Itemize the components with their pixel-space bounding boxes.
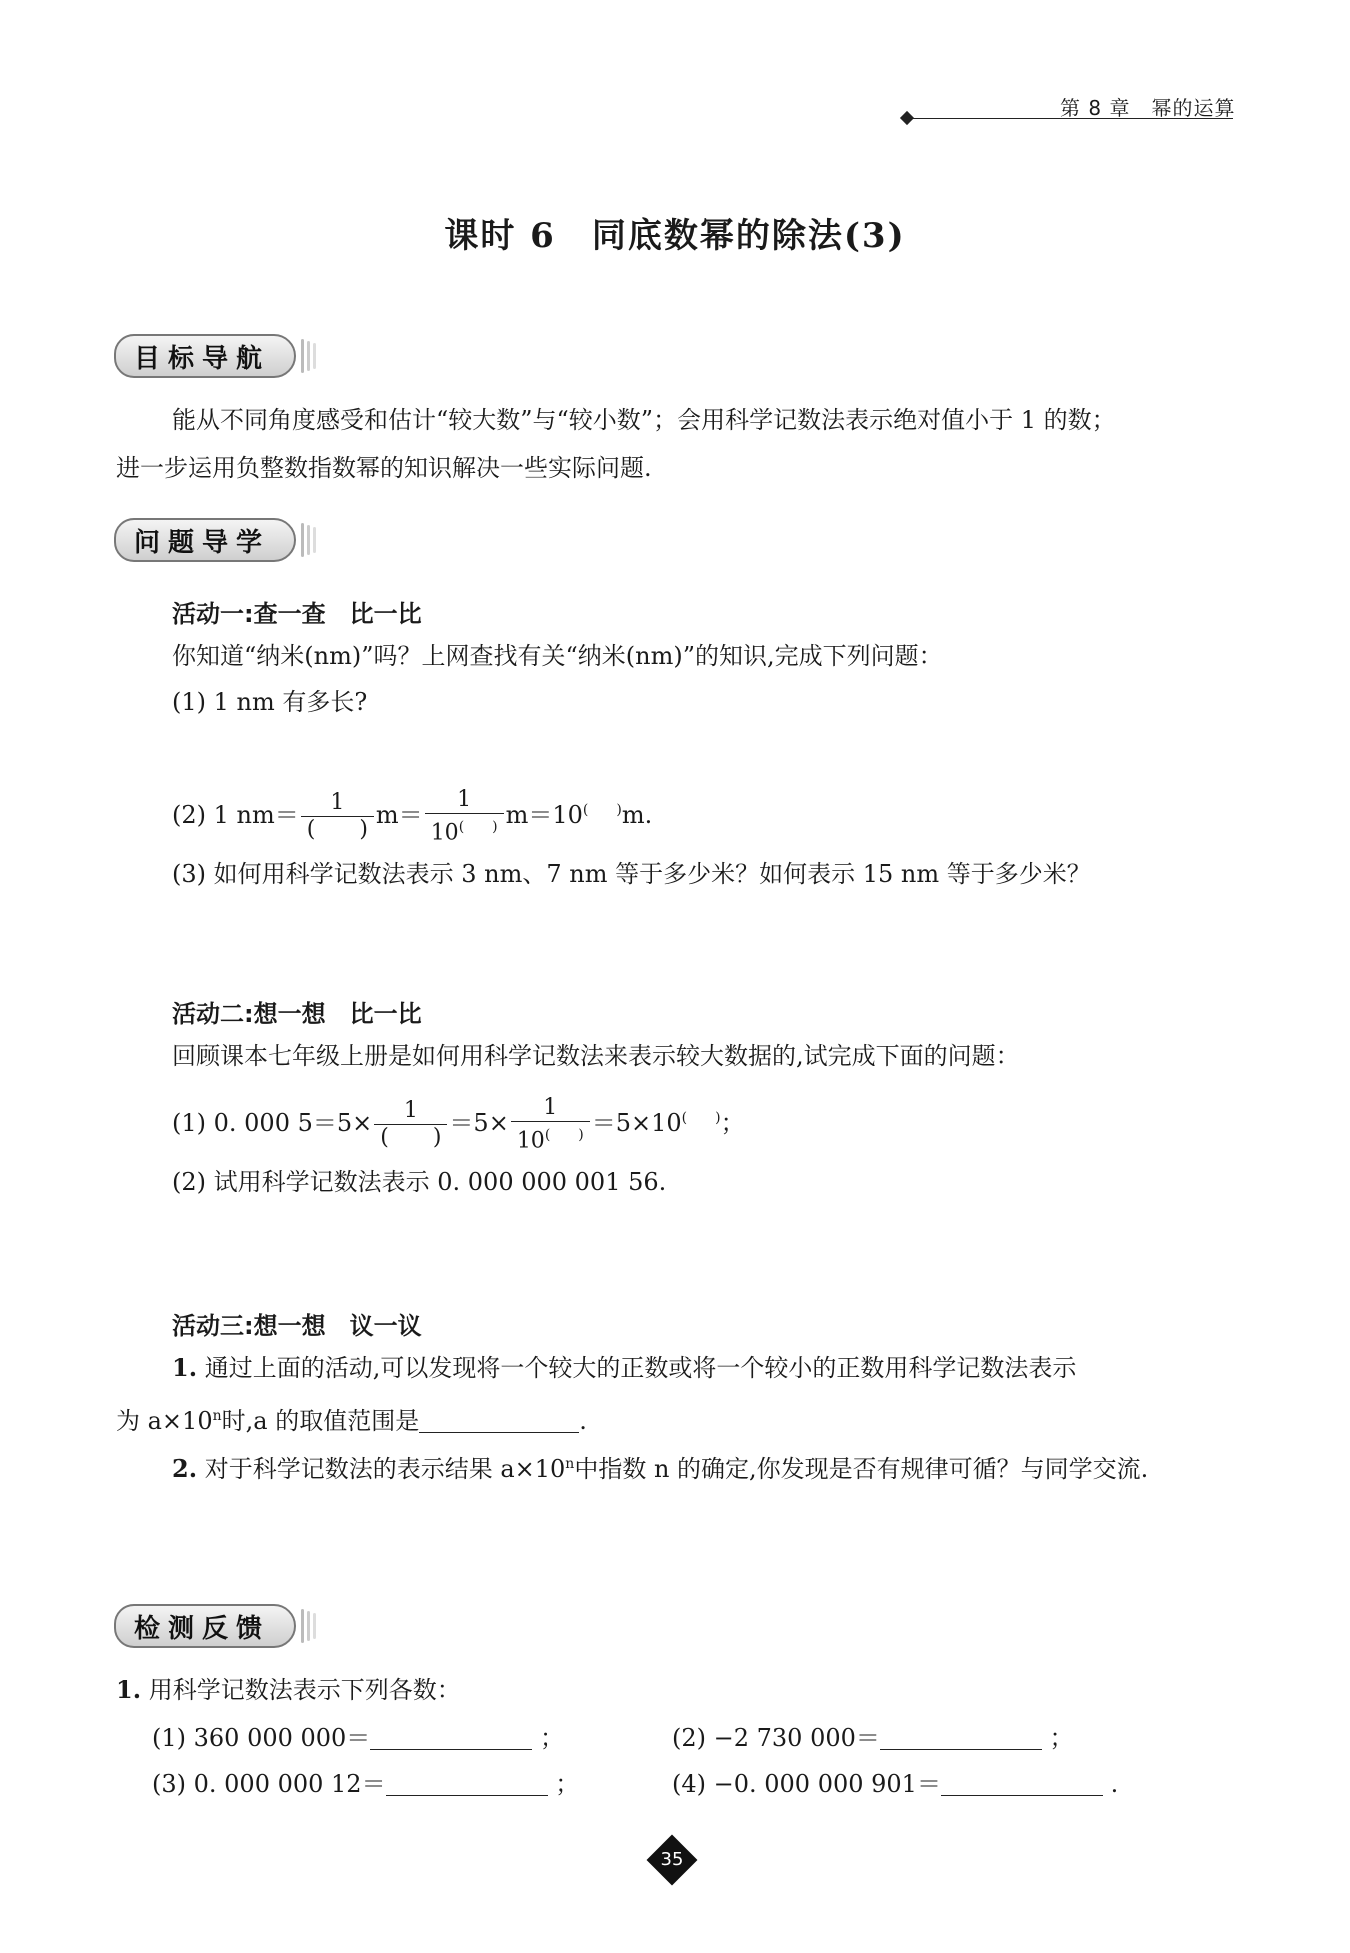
answer-blank[interactable] bbox=[386, 1773, 548, 1796]
activity-1-intro: 你知道“纳米(nm)”吗？上网查找有关“纳米(nm)”的知识,完成下列问题： bbox=[172, 642, 943, 670]
section-banner-goals bbox=[114, 334, 316, 378]
activity-3-point-1-line-2: 为 $a\times 10^n$时,a 的取值范围是 . bbox=[116, 1407, 587, 1435]
answer-blank[interactable] bbox=[419, 1410, 579, 1433]
feedback-item-4: (4) −0. 000 000 901＝ . bbox=[672, 1770, 1119, 1798]
point-number: 2. bbox=[172, 1454, 198, 1483]
fraction-denominator: ( ) bbox=[374, 1124, 447, 1151]
a2q1-tail: ； bbox=[720, 1109, 745, 1137]
question-number: 1. bbox=[116, 1675, 142, 1704]
fraction-numerator: 1 bbox=[330, 790, 345, 815]
banner-trail-decoration bbox=[298, 1609, 316, 1643]
fraction-1 bbox=[301, 790, 374, 843]
banner-trail-decoration bbox=[298, 339, 316, 373]
activity-1-q1: (1) 1 nm 有多长? bbox=[172, 688, 368, 716]
banner-label: 检测反馈 bbox=[114, 1604, 296, 1648]
fraction-denominator: 10( ) bbox=[511, 1121, 590, 1154]
feedback-item-2: (2) −2 730 000＝ ； bbox=[672, 1724, 1074, 1752]
q2-m1: m＝ bbox=[375, 801, 423, 829]
header-rule bbox=[908, 118, 1233, 119]
activity-3-point-1-line-1: 1. 通过上面的活动,可以发现将一个较大的正数或将一个较小的正数用科学记数法表示 bbox=[172, 1353, 1077, 1382]
activity-1-q2 bbox=[172, 782, 652, 846]
fraction-denominator: ( ) bbox=[301, 816, 374, 843]
answer-blank[interactable] bbox=[880, 1727, 1042, 1750]
activity-2-intro: 回顾课本七年级上册是如何用科学记数法来表示较大数据的,试完成下面的问题： bbox=[172, 1042, 1020, 1070]
activity-1-q3: (3) 如何用科学记数法表示 3 nm、7 nm 等于多少米？如何表示 15 nm 等于多少米？ bbox=[172, 860, 1091, 888]
a2q1-end: ＝5×10 bbox=[591, 1109, 682, 1137]
fraction-4 bbox=[511, 1095, 590, 1154]
fraction-numerator: 1 bbox=[403, 1098, 418, 1123]
fraction-2 bbox=[425, 787, 504, 846]
q2-end: m. bbox=[621, 801, 653, 829]
page-number: 35 bbox=[660, 1849, 684, 1870]
q2-m2: m＝10 bbox=[505, 801, 583, 829]
q2-exponent-blank: ( ) bbox=[582, 802, 622, 818]
a2q1-mid: ＝5× bbox=[449, 1109, 509, 1137]
activity-2-q2: (2) 试用科学记数法表示 0. 000 000 001 56. bbox=[172, 1168, 667, 1196]
a2q1-prefix: (1) 0. 000 5＝5× bbox=[172, 1109, 373, 1137]
activity-2-title: 活动二:想一想 比一比 bbox=[172, 1000, 422, 1028]
feedback-item-1: (1) 360 000 000＝ ； bbox=[152, 1724, 564, 1752]
point-number: 1. bbox=[172, 1353, 198, 1382]
fraction-numerator: 1 bbox=[457, 786, 472, 812]
fraction-numerator: 1 bbox=[543, 1094, 558, 1120]
activity-2-q1 bbox=[172, 1090, 745, 1154]
q2-prefix: (2) 1 nm＝ bbox=[172, 801, 299, 829]
goals-line-2: 进一步运用负整数指数幂的知识解决一些实际问题. bbox=[116, 454, 652, 482]
section-banner-feedback bbox=[114, 1604, 316, 1648]
section-banner-guide bbox=[114, 518, 316, 562]
a2q1-exponent-blank: ( ) bbox=[681, 1110, 721, 1126]
goals-line-1: 能从不同角度感受和估计“较大数”与“较小数”；会用科学记数法表示绝对值小于 1 的数； bbox=[172, 406, 1116, 434]
banner-label: 目标导航 bbox=[114, 334, 296, 378]
fraction-denominator: 10( ) bbox=[425, 813, 504, 846]
answer-blank[interactable] bbox=[941, 1773, 1103, 1796]
activity-3-title: 活动三:想一想 议一议 bbox=[172, 1312, 422, 1340]
banner-label: 问题导学 bbox=[114, 518, 296, 562]
chapter-header: 第 8 章 幂的运算 bbox=[1060, 96, 1236, 120]
lesson-title: 课时 6 同底数幂的除法(3) bbox=[444, 216, 906, 256]
activity-1-title: 活动一:查一查 比一比 bbox=[172, 600, 422, 628]
answer-blank[interactable] bbox=[370, 1727, 532, 1750]
banner-trail-decoration bbox=[298, 523, 316, 557]
activity-3-point-2: 2. 对于科学记数法的表示结果 $a\times 10^n$中指数 n 的确定,你发现是否有规律可循？与同学交流. bbox=[172, 1454, 1149, 1483]
fraction-3 bbox=[374, 1098, 447, 1151]
feedback-q1: 1. 用科学记数法表示下列各数： bbox=[116, 1675, 461, 1704]
feedback-item-3: (3) 0. 000 000 12＝ ； bbox=[152, 1770, 580, 1798]
